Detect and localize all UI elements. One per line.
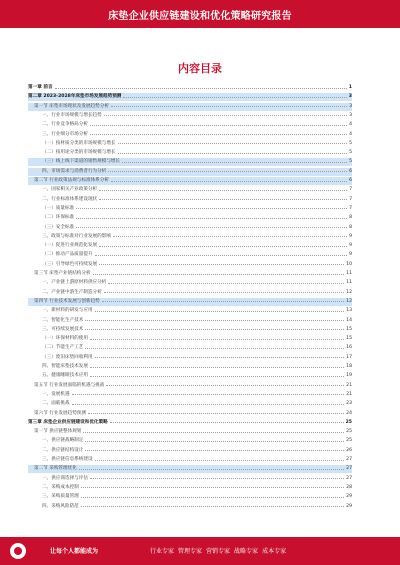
toc-entry[interactable] [28,419,352,427]
toc-entry-label: 第五节 行业发展面临的机遇与挑战 [34,382,105,388]
toc-entry-label: 一、供应链战略制定 [42,438,84,444]
dot-leader [90,339,344,340]
dot-leader [118,153,348,154]
toc-entry[interactable] [28,251,352,259]
brand-logo-icon [10,543,26,559]
dot-leader [76,208,347,209]
toc-entry[interactable] [28,335,352,343]
toc-entry[interactable] [28,121,352,129]
toc-entry[interactable] [28,372,352,380]
toc-entry-page: 8 [349,224,352,230]
toc-entry-page: 11 [346,271,352,276]
dot-leader [95,357,345,358]
toc-entry-label: 第三章 床垫企业供应链建设和优化策略 [28,419,108,425]
report-title: 床垫企业供应链建设和优化策略研究报告 [108,11,292,22]
dot-leader [95,311,345,312]
toc-entry-page: 9 [349,252,352,258]
toc-entry-page: 15 [346,326,352,332]
toc-entry-page: 8 [349,215,352,221]
dot-leader [111,181,347,182]
toc-entry[interactable] [28,103,352,111]
footer-bar [0,537,400,565]
toc-entry[interactable] [28,140,352,148]
toc-entry[interactable] [28,344,352,352]
toc-entry-label: 二、面临挑战 [42,401,70,407]
toc-entry-label: 一、产业链上游原材料供应分析 [42,280,107,286]
toc-entry-page: 25 [346,438,352,444]
dot-leader [104,292,344,293]
dot-leader [99,264,344,265]
dot-leader [122,162,347,163]
table-of-contents [28,84,352,519]
toc-entry-label: （一）促进行业规范化发展 [42,243,98,249]
dot-leader [93,274,345,275]
toc-entry-label: （三）安全标准 [42,224,75,230]
toc-entry[interactable] [28,382,352,390]
toc-entry-page: 21 [346,391,352,397]
toc-entry-page: 14 [346,317,352,323]
toc-entry-page: 5 [349,140,352,146]
toc-entry-label: 三、行业细分市场分析 [42,131,88,137]
toc-entry[interactable] [28,84,352,92]
toc-entry[interactable] [28,493,352,501]
footer-role: 战略专家 [234,548,259,555]
footer-role: 成本专家 [262,548,287,555]
report-header-bar [0,0,400,28]
dot-leader [81,487,344,488]
dot-leader [99,190,347,191]
toc-entry-label: 三、可持续发展技术 [42,326,84,332]
toc-entry-label: 第六节 行业发展趋势预测 [34,410,86,416]
toc-entry[interactable] [28,224,352,232]
dot-leader [90,134,347,135]
toc-entry[interactable] [28,112,352,120]
toc-entry-label: 三、供应链信息系统建设 [42,457,93,462]
toc-entry-label: （三）引导绿色可持续发展 [42,261,98,267]
toc-entry-label: 一、新材料的研发与应用 [42,308,93,314]
dot-leader [85,320,344,321]
dot-leader [81,506,344,507]
toc-entry[interactable] [28,484,352,492]
toc-entry[interactable] [28,158,352,166]
toc-entry[interactable] [28,261,352,269]
dot-leader [95,460,345,461]
toc-entry-page: 3 [349,103,352,109]
toc-entry[interactable] [28,131,352,139]
toc-entry[interactable] [28,214,352,222]
toc-entry-label: 二、供应链结构设计 [42,447,84,453]
dot-leader [108,171,347,172]
toc-entry-label: 二、行业标准体系建设现状 [42,196,98,202]
toc-entry-label: 二、行业竞争格局分析 [42,122,88,128]
toc-entry-page: 5 [349,159,352,165]
toc-heading: 内容目录 [178,62,222,75]
toc-entry-page: 29 [346,503,352,509]
toc-entry[interactable] [28,149,352,157]
toc-entry-label: 一、国家相关产业政策分析 [42,187,98,193]
toc-entry-label: 第二章 2023-2028年床垫市场发展趋势预测 [28,94,122,100]
dot-leader [85,441,344,442]
dot-leader [85,450,344,451]
toc-entry[interactable] [28,391,352,399]
toc-entry-page: 10 [346,261,352,267]
toc-entry-page: 12 [346,298,352,304]
toc-entry-page: 9 [349,243,352,249]
toc-entry-page: 15 [346,336,352,342]
toc-entry-page: 4 [349,131,352,137]
dot-leader [99,199,347,200]
toc-entry-label: 四、智能床垫技术发展 [42,364,88,369]
dot-leader [108,283,344,284]
toc-entry-page: 6 [349,178,352,183]
dot-leader [90,125,347,126]
toc-entry[interactable] [28,317,352,325]
toc-entry-page: 17 [346,354,352,360]
footer-roles [150,546,290,555]
toc-entry-label: 二、采购成本控制 [42,484,79,490]
toc-entry-label: （一）按材质分类的市场规模与增长 [42,140,116,146]
footer-role: 行业专家 [150,548,175,555]
toc-entry[interactable] [28,447,352,455]
dot-leader [55,88,347,89]
toc-entry[interactable] [28,503,352,511]
toc-entry[interactable] [28,242,352,250]
toc-entry[interactable] [28,168,352,176]
dot-leader [123,97,346,98]
toc-entry-label: 四、采购风险防范 [42,503,79,509]
toc-entry-label: 第一节 供应链整体规划 [34,429,82,435]
toc-entry[interactable] [28,177,352,185]
toc-entry-label: （二）环保标准 [42,215,75,221]
toc-entry-page: 7 [349,196,352,202]
toc-entry-page: 11 [346,280,352,286]
dot-leader [76,218,347,219]
dot-leader [95,255,348,256]
toc-entry-page: 18 [346,364,352,369]
toc-entry[interactable] [28,279,352,287]
dot-leader [111,106,347,107]
footer-role: 营销专家 [206,548,231,555]
toc-entry-label: （二）节能生产工艺 [42,345,84,351]
toc-entry-page: 25 [345,419,352,425]
toc-entry-label: 三、政策与标准对行业发展的影响 [42,233,111,239]
toc-entry[interactable] [28,307,352,315]
dot-leader [72,394,345,395]
toc-entry-label: 第三节 床垫产业链结构分析 [34,271,91,276]
toc-entry[interactable] [28,270,352,278]
toc-entry-label: 第四节 行业技术发展与创新趋势 [34,298,100,304]
toc-entry[interactable] [28,326,352,334]
dot-leader [85,329,344,330]
dot-leader [110,422,344,423]
toc-entry-page: 28 [346,484,352,490]
toc-entry[interactable] [28,428,352,436]
dot-leader [118,143,348,144]
dot-leader [113,236,347,237]
toc-entry-page: 5 [349,150,352,156]
toc-entry-label: 一、供应商选择与评估 [42,475,88,481]
dot-leader [79,469,344,470]
toc-entry-label: 第一章 前言 [28,85,53,90]
footer-slogan: 让每个人都能成为 [50,548,99,555]
toc-entry-label: 一、行业市场规模与增长趋势 [42,112,102,118]
toc-entry-page: 3 [348,94,352,100]
toc-entry-label: （一）环保材料的使用 [42,336,88,342]
toc-entry-page: 25 [346,429,352,435]
footer-role: 管理专家 [178,548,203,555]
toc-entry-page: 7 [349,187,352,193]
toc-entry-page: 6 [349,168,352,174]
toc-entry-label: （二）推动产品质量提升 [42,252,93,258]
toc-entry-page: 13 [346,308,352,314]
dot-leader [90,478,344,479]
toc-entry-page: 23 [346,401,352,407]
toc-entry-page: 3 [349,112,352,118]
toc-entry-page: 24 [346,410,352,416]
dot-leader [90,376,344,377]
toc-entry-page: 26 [346,447,352,453]
dot-leader [88,413,344,414]
toc-entry-label: （一）质量标准 [42,205,75,211]
toc-entry-label: 第二节 行业政策法规与标准体系分析 [34,178,109,183]
toc-entry[interactable] [28,233,352,241]
toc-entry-page: 27 [346,475,352,481]
toc-entry[interactable] [28,465,352,473]
toc-entry[interactable] [28,363,352,371]
toc-entry-page: 21 [346,382,352,388]
toc-entry-page: 9 [349,233,352,239]
toc-entry-page: 4 [349,122,352,128]
dot-leader [90,367,344,368]
toc-entry-page: 12 [346,289,352,295]
toc-entry[interactable] [28,298,352,306]
dot-leader [76,227,347,228]
toc-entry-label: （二）按用途分类的市场规模与增长 [42,150,116,156]
toc-entry[interactable] [28,196,352,204]
toc-entry-label: 第一节 床垫市场现状及发展趋势分析 [34,103,109,109]
dot-leader [85,348,344,349]
toc-entry-page: 1 [348,85,352,90]
toc-entry-label: （三）废旧床垫回收利用 [42,354,93,360]
dot-leader [106,385,344,386]
toc-entry-label: （三）线上线下渠道的销售规模与增长 [42,159,121,165]
toc-entry[interactable] [28,456,352,464]
toc-entry-label: 四、市场需求与消费者行为分析 [42,168,107,174]
dot-leader [104,115,347,116]
toc-entry[interactable] [28,475,352,483]
toc-entry[interactable] [28,400,352,408]
toc-entry-page: 19 [346,373,352,379]
toc-entry-page: 7 [349,205,352,211]
toc-entry[interactable] [28,186,352,194]
toc-entry-page: 29 [346,494,352,500]
toc-entry-page: 27 [346,466,352,472]
toc-entry-label: 三、采购质量管理 [42,494,79,500]
dot-leader [99,246,347,247]
toc-entry-label: 一、发展机遇 [42,391,70,397]
toc-entry-label: 第二节 采购管理优化 [34,466,77,472]
toc-entry-label: 二、产业链中游生产制造分析 [42,289,102,295]
toc-entry[interactable] [28,410,352,418]
toc-entry[interactable] [28,437,352,445]
toc-entry-label: 二、智能化生产技术 [42,317,84,323]
dot-leader [102,301,344,302]
toc-entry-label: 五、健康睡眠技术应用 [42,373,88,379]
toc-entry[interactable] [28,354,352,362]
toc-entry-page: 16 [346,345,352,351]
toc-entry[interactable] [28,205,352,213]
toc-entry-page: 27 [346,457,352,462]
dot-leader [83,432,344,433]
toc-entry[interactable] [28,93,352,101]
dot-leader [81,497,344,498]
toc-entry[interactable] [28,289,352,297]
dot-leader [72,404,345,405]
